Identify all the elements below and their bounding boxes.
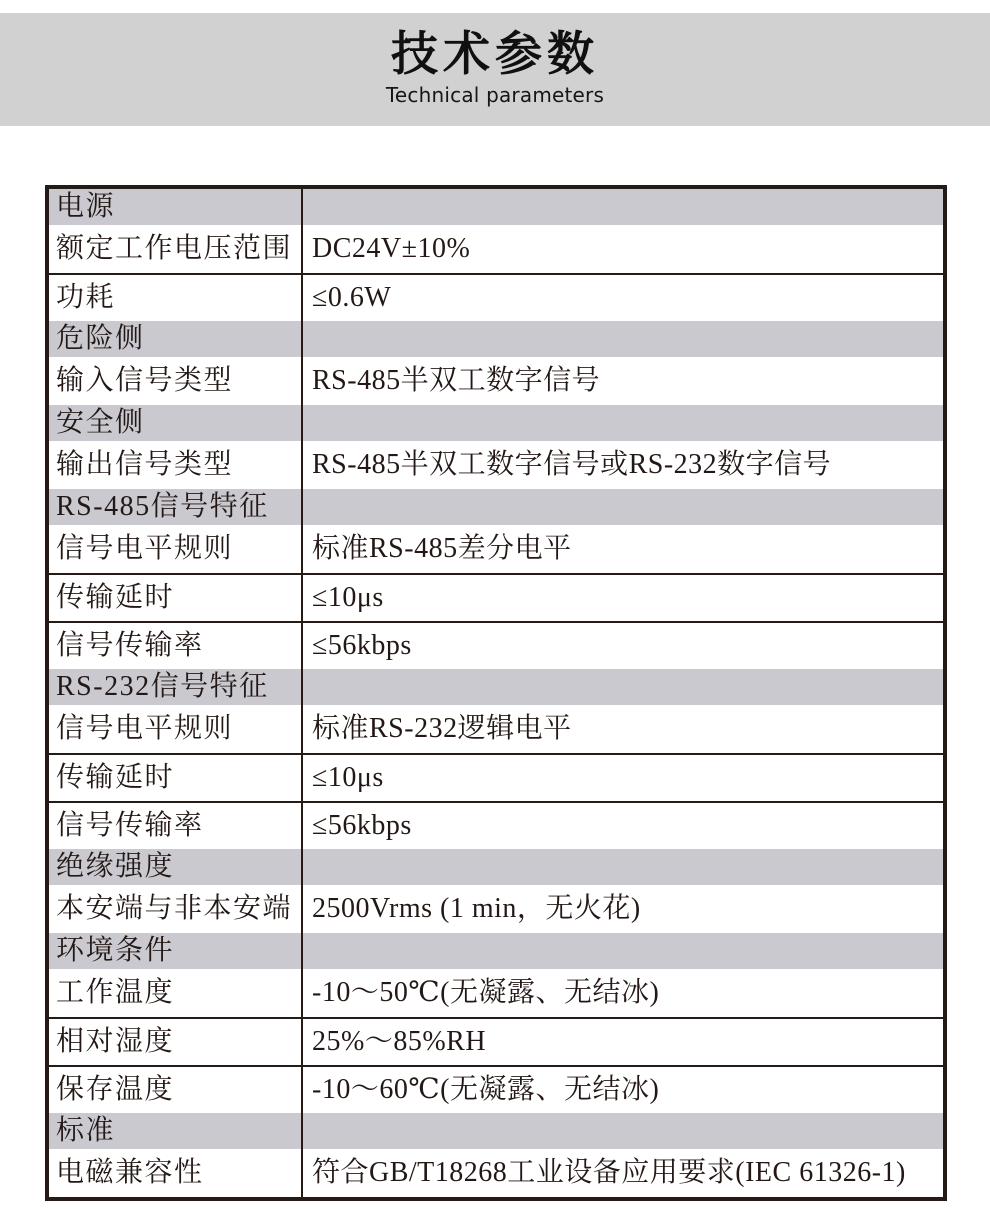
spec-row <box>49 1065 943 1113</box>
param-name-cell: 功耗 <box>49 275 303 321</box>
section-header-row <box>49 933 943 969</box>
param-value-cell <box>303 189 943 225</box>
param-value-cell <box>303 849 943 885</box>
param-name-cell: 环境条件 <box>49 933 303 969</box>
param-name-cell: 信号电平规则 <box>49 705 303 753</box>
param-name-cell: 输入信号类型 <box>49 357 303 405</box>
param-value-cell <box>303 405 943 441</box>
spec-row <box>49 273 943 321</box>
param-value-cell <box>303 321 943 357</box>
param-name-cell: 信号传输率 <box>49 803 303 849</box>
param-value-cell: DC24V±10% <box>312 233 471 264</box>
param-value-cell: ≤56kbps <box>312 630 412 661</box>
section-header-row <box>49 489 943 525</box>
param-name-cell: RS-485信号特征 <box>49 489 303 525</box>
param-name-cell: 危险侧 <box>49 321 303 357</box>
param-name-cell: 传输延时 <box>49 755 303 801</box>
spec-row <box>49 753 943 801</box>
param-name-cell: RS-232信号特征 <box>49 669 303 705</box>
param-value-cell <box>303 933 943 969</box>
param-value-cell: ≤10μs <box>312 762 384 793</box>
param-name-cell: 电磁兼容性 <box>49 1149 303 1197</box>
section-header-row <box>49 405 943 441</box>
spec-row <box>49 969 943 1017</box>
param-value-cell: -10～50℃(无凝露、无结冰) <box>312 977 660 1008</box>
param-name-cell: 安全侧 <box>49 405 303 441</box>
param-value-cell: RS-485半双工数字信号 <box>312 365 601 396</box>
spec-row <box>49 621 943 669</box>
param-value-cell: 25%～85%RH <box>312 1026 487 1057</box>
param-name-cell: 工作温度 <box>49 969 303 1017</box>
param-value-cell <box>303 669 943 705</box>
param-name-cell: 输出信号类型 <box>49 441 303 489</box>
section-header-row <box>49 1113 943 1149</box>
param-name-cell: 相对湿度 <box>49 1019 303 1065</box>
param-value-cell: ≤10μs <box>312 582 384 613</box>
param-value-cell: 标准RS-485差分电平 <box>312 533 572 564</box>
spec-row <box>49 801 943 849</box>
section-header-row <box>49 321 943 357</box>
spec-table <box>45 185 947 1201</box>
param-value-cell <box>303 489 943 525</box>
param-name-cell: 本安端与非本安端 <box>49 885 303 933</box>
param-name-cell: 标准 <box>49 1113 303 1149</box>
title-banner <box>0 13 990 126</box>
spec-row <box>49 1149 943 1197</box>
param-name-cell: 额定工作电压范围 <box>49 225 303 273</box>
spec-row <box>49 885 943 933</box>
param-name-cell: 传输延时 <box>49 575 303 621</box>
param-value-cell: 符合GB/T18268工业设备应用要求(IEC 61326-1) <box>312 1157 906 1188</box>
param-value-cell: ≤56kbps <box>312 810 412 841</box>
param-name-cell: 绝缘强度 <box>49 849 303 885</box>
spec-row <box>49 1017 943 1065</box>
param-value-cell: 2500Vrms (1 min，无火花) <box>312 893 641 924</box>
spec-row <box>49 705 943 753</box>
spec-row <box>49 357 943 405</box>
param-value-cell: -10～60℃(无凝露、无结冰) <box>312 1074 660 1105</box>
spec-row <box>49 573 943 621</box>
param-value-cell: RS-485半双工数字信号或RS-232数字信号 <box>312 449 832 480</box>
page-subtitle: Technical parameters <box>385 82 605 107</box>
section-header-row <box>49 669 943 705</box>
param-name-cell: 保存温度 <box>49 1067 303 1113</box>
param-name-cell: 信号传输率 <box>49 623 303 669</box>
spec-row <box>49 441 943 489</box>
page-title: 技术参数 <box>391 27 599 82</box>
section-header-row <box>49 189 943 225</box>
param-value-cell <box>303 1113 943 1149</box>
spec-row <box>49 225 943 273</box>
param-value-cell: ≤0.6W <box>312 282 392 313</box>
param-name-cell: 信号电平规则 <box>49 525 303 573</box>
param-name-cell: 电源 <box>49 189 303 225</box>
param-value-cell: 标准RS-232逻辑电平 <box>312 713 572 744</box>
spec-table-body <box>49 189 943 1197</box>
spec-row <box>49 525 943 573</box>
section-header-row <box>49 849 943 885</box>
